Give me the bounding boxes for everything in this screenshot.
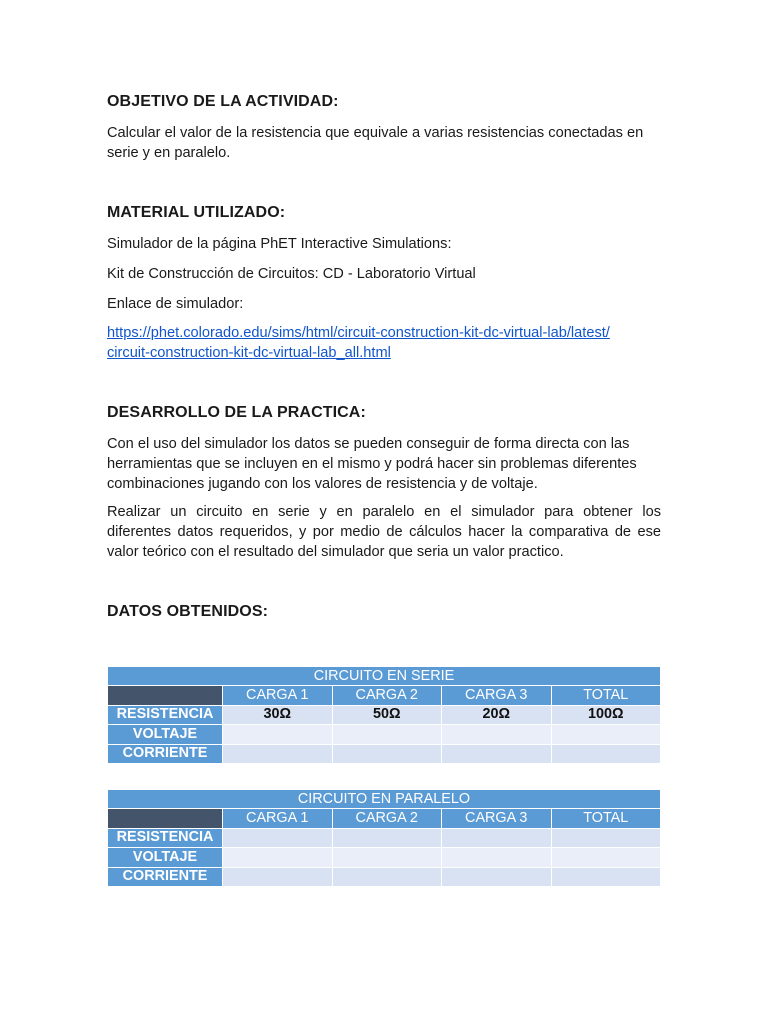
table-row (108, 848, 661, 867)
table-cell (332, 867, 442, 886)
table-cell (223, 848, 333, 867)
column-header: CARGA 3 (442, 686, 552, 705)
row-header: RESISTENCIA (108, 828, 223, 847)
column-header: CARGA 2 (332, 809, 442, 828)
column-header: CARGA 3 (442, 809, 552, 828)
material-p2: Kit de Construcción de Circuitos: CD - Laboratorio Virtual (107, 266, 476, 282)
table-cell (332, 744, 442, 763)
table-cell (223, 867, 333, 886)
objetivo-paragraph (107, 123, 661, 163)
heading-desarrollo: DESARROLLO DE LA PRACTICA: (107, 404, 366, 421)
table-circuito-paralelo (107, 789, 661, 887)
column-header: TOTAL (551, 686, 661, 705)
column-header: CARGA 1 (223, 809, 333, 828)
table-cell (551, 848, 661, 867)
table-cell: 50Ω (332, 705, 442, 724)
table-cell (551, 867, 661, 886)
text-line: Calcular el valor de la resistencia que equivale a varias resistencias conectadas en (107, 125, 644, 141)
column-header: CARGA 2 (332, 686, 442, 705)
table-cell (551, 744, 661, 763)
table-cell: 100Ω (551, 705, 661, 724)
row-header: VOLTAJE (108, 848, 223, 867)
material-p3: Enlace de simulador: (107, 296, 244, 312)
desarrollo-p2 (107, 502, 661, 562)
table-row (108, 725, 661, 744)
row-header: RESISTENCIA (108, 705, 223, 724)
table-cell (442, 744, 552, 763)
text-line: herramientas que se incluyen en el mismo y podrá hacer sin problemas diferentes (107, 456, 637, 472)
table-cell (223, 725, 333, 744)
text-line: Con el uso del simulador los datos se pueden conseguir de forma directa con las (107, 436, 630, 452)
row-header: CORRIENTE (108, 744, 223, 763)
table-row (108, 828, 661, 847)
table-cell (332, 848, 442, 867)
heading-datos: DATOS OBTENIDOS: (107, 603, 269, 620)
text-line: diferentes datos requeridos, y por medio de cálculos hacer la comparativa de ese (107, 524, 661, 540)
heading-material: MATERIAL UTILIZADO: (107, 204, 286, 221)
table-cell (332, 828, 442, 847)
table-cell (551, 725, 661, 744)
desarrollo-p1 (107, 434, 661, 494)
table-cell: 20Ω (442, 705, 552, 724)
table-cell (332, 725, 442, 744)
simulator-link[interactable] (107, 323, 661, 363)
table-corner (108, 809, 223, 828)
table-cell (442, 848, 552, 867)
table-cell (223, 744, 333, 763)
table-row (108, 705, 661, 724)
column-header: TOTAL (551, 809, 661, 828)
table-row (108, 744, 661, 763)
simulator-link-line2[interactable]: circuit-construction-kit-dc-virtual-lab_all.html (107, 345, 391, 361)
table-row (108, 867, 661, 886)
table-title: CIRCUITO EN PARALELO (108, 790, 661, 809)
table-cell (223, 828, 333, 847)
column-header: CARGA 1 (223, 686, 333, 705)
row-header: VOLTAJE (108, 725, 223, 744)
table-circuito-serie (107, 666, 661, 764)
row-header: CORRIENTE (108, 867, 223, 886)
table-cell: 30Ω (223, 705, 333, 724)
material-p1: Simulador de la página PhET Interactive Simulations: (107, 236, 452, 252)
heading-objetivo: OBJETIVO DE LA ACTIVIDAD: (107, 93, 339, 110)
text-line: serie y en paralelo. (107, 145, 231, 161)
table-cell (442, 725, 552, 744)
text-line: combinaciones jugando con los valores de resistencia y de voltaje. (107, 476, 538, 492)
table-corner (108, 686, 223, 705)
table-cell (442, 828, 552, 847)
text-line: Realizar un circuito en serie y en paralelo en el simulador para obtener los (107, 504, 661, 520)
simulator-link-line1[interactable]: https://phet.colorado.edu/sims/html/circuit-construction-kit-dc-virtual-lab/latest/ (107, 325, 610, 341)
table-cell (442, 867, 552, 886)
table-title: CIRCUITO EN SERIE (108, 667, 661, 686)
table-cell (551, 828, 661, 847)
text-line: valor teórico con el resultado del simulador que seria un valor practico. (107, 544, 564, 560)
